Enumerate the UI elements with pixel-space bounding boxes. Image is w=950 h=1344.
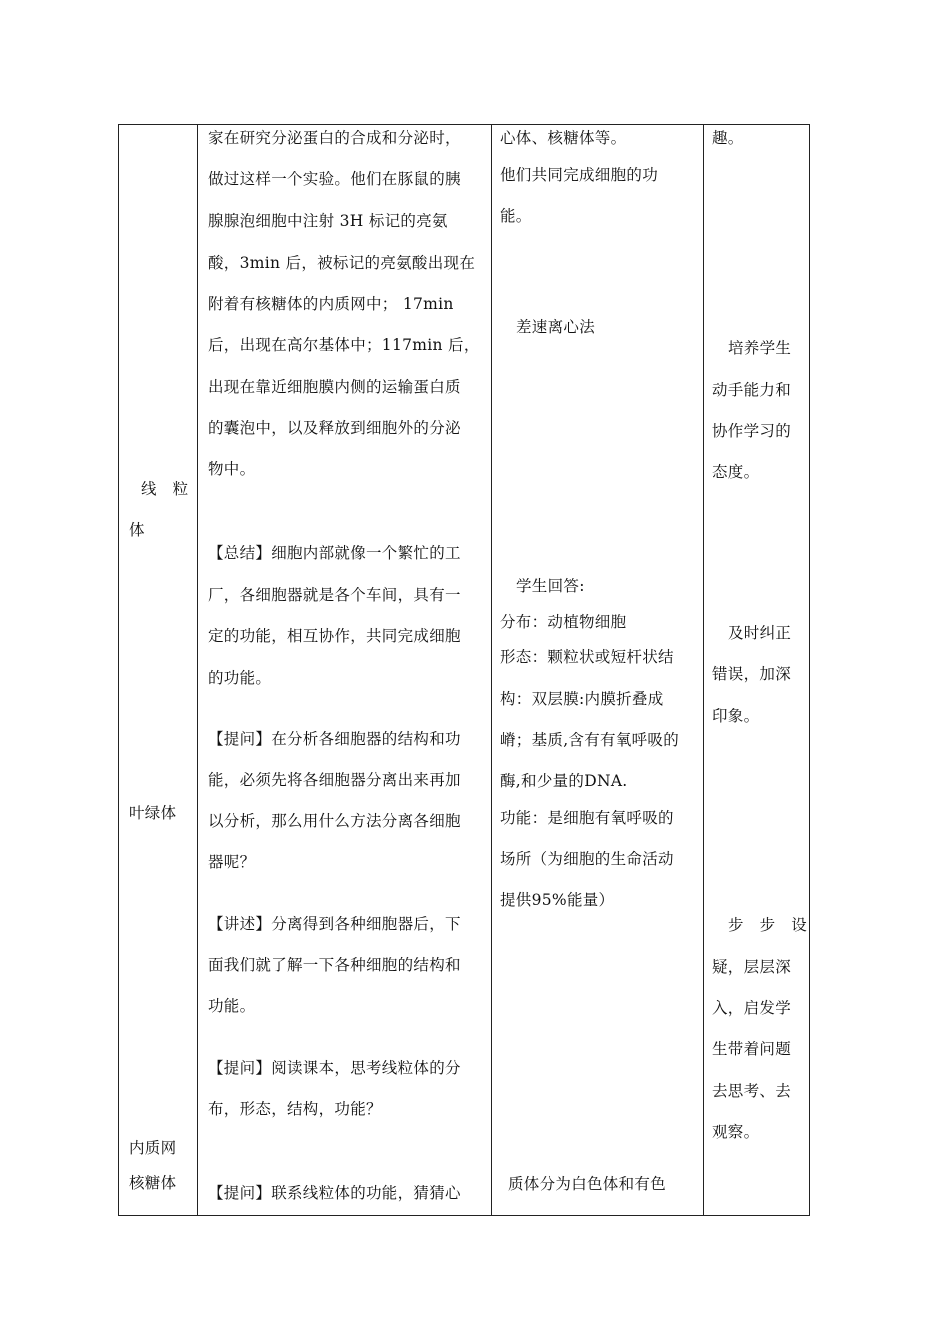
text-line: 附着有核糖体的内质网中； 17min [208, 295, 454, 313]
text-line: 能。 [500, 207, 532, 225]
text-line: 【总结】细胞内部就像一个繁忙的工 [208, 544, 461, 562]
text-line: 及时纠正 [728, 624, 792, 642]
text-line: 厂，各细胞器就是各个车间，具有一 [208, 586, 461, 604]
text-line: 嵴；基质,含有有氧呼吸的 [500, 731, 680, 749]
text-line: 步 步 设 [728, 916, 808, 934]
text-line: 提供95%能量） [500, 891, 615, 909]
teacher-activity-column [197, 125, 491, 1215]
design-intent-column [703, 125, 811, 1215]
text-line: 腺腺泡细胞中注射 3H 标记的亮氨 [208, 212, 448, 230]
text-line: 协作学习的 [712, 422, 792, 440]
text-line: 后，出现在高尔基体中；117min 后， [208, 336, 480, 354]
text-line: 错误，加深 [712, 665, 792, 683]
topic-label: 内质网 [129, 1139, 177, 1157]
text-line: 培养学生 [728, 339, 792, 357]
text-line: 布，形态，结构，功能？ [208, 1100, 382, 1118]
text-line: 酶,和少量的DNA. [500, 772, 628, 790]
text-line: 生带着问题 [712, 1040, 792, 1058]
lesson-table [118, 124, 810, 1216]
text-line: 家在研究分泌蛋白的合成和分泌时， [208, 129, 461, 147]
text-line: 学生回答: [516, 577, 585, 595]
text-line: 酸，3min 后，被标记的亮氨酸出现在 [208, 254, 476, 272]
text-line: 功能：是细胞有氧呼吸的 [500, 809, 674, 827]
text-line: 定的功能，相互协作，共同完成细胞 [208, 627, 461, 645]
text-line: 观察。 [712, 1123, 760, 1141]
text-line: 以分析，那么用什么方法分离各细胞 [208, 812, 461, 830]
text-line: 去思考、去 [712, 1082, 792, 1100]
text-line: 差速离心法 [516, 318, 596, 336]
text-line: 趣。 [712, 129, 744, 147]
text-line: 器呢？ [208, 853, 256, 871]
text-line: 构：双层膜:内膜折叠成 [500, 690, 664, 708]
topic-column [119, 125, 197, 1215]
text-line: 他们共同完成细胞的功 [500, 166, 659, 184]
text-line: 【讲述】分离得到各种细胞器后，下 [208, 915, 461, 933]
text-line: 物中。 [208, 460, 256, 478]
topic-label: 体 [129, 521, 145, 539]
topic-label: 线 粒 [141, 480, 189, 498]
text-line: 能，必须先将各细胞器分离出来再加 [208, 771, 461, 789]
text-line: 功能。 [208, 997, 256, 1015]
text-line: 的功能。 [208, 669, 272, 687]
student-activity-column [491, 125, 703, 1215]
topic-label: 核糖体 [129, 1174, 177, 1192]
text-line: 动手能力和 [712, 381, 792, 399]
text-line: 态度。 [712, 463, 760, 481]
text-line: 面我们就了解一下各种细胞的结构和 [208, 956, 461, 974]
text-line: 出现在靠近细胞膜内侧的运输蛋白质 [208, 378, 461, 396]
text-line: 做过这样一个实验。他们在豚鼠的胰 [208, 170, 461, 188]
text-line: 的囊泡中，以及释放到细胞外的分泌 [208, 419, 461, 437]
text-line: 印象。 [712, 707, 760, 725]
text-line: 形态：颗粒状或短杆状结 [500, 648, 674, 666]
text-line: 质体分为白色体和有色 [508, 1175, 667, 1193]
text-line: 疑，层层深 [712, 958, 792, 976]
topic-label: 叶绿体 [129, 804, 177, 822]
text-line: 【提问】阅读课本，思考线粒体的分 [208, 1059, 461, 1077]
text-line: 分布：动植物细胞 [500, 613, 627, 631]
text-line: 场所（为细胞的生命活动 [500, 850, 674, 868]
text-line: 入，启发学 [712, 999, 792, 1017]
text-line: 心体、核糖体等。 [500, 129, 627, 147]
text-line: 【提问】联系线粒体的功能，猜猜心 [208, 1184, 461, 1202]
text-line: 【提问】在分析各细胞器的结构和功 [208, 730, 461, 748]
